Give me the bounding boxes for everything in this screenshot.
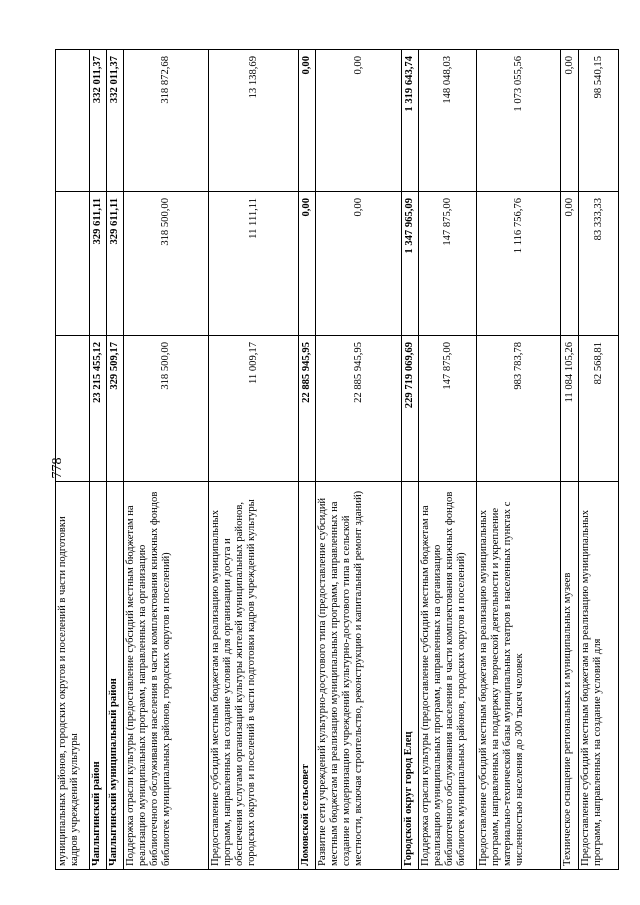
value-col-2: 0,00 bbox=[561, 192, 579, 336]
value-col-2: 329 611,11 bbox=[107, 192, 124, 336]
value-col-3 bbox=[56, 50, 90, 192]
value-col-1: 147 875,00 bbox=[419, 336, 477, 482]
value-col-2: 83 333,33 bbox=[579, 192, 619, 336]
value-col-1: 318 500,00 bbox=[124, 336, 209, 482]
value-col-3: 98 540,15 bbox=[579, 50, 619, 192]
value-col-3: 1 073 055,56 bbox=[477, 50, 561, 192]
value-col-3: 332 011,37 bbox=[107, 50, 124, 192]
table-row bbox=[561, 50, 579, 870]
row-description: Предоставление субсидий местным бюджетам на реализацию муниципальных программ, направленных на создание условий для организации досуга и обеспечения услугами организаций культуры жителей муниципальных районов, городских округов и поселений в части подготовки кадров учреждений культуры bbox=[209, 482, 299, 870]
value-col-1: 329 509,17 bbox=[107, 336, 124, 482]
value-col-2: 147 875,00 bbox=[419, 192, 477, 336]
table-row bbox=[107, 50, 124, 870]
row-description: Городской округ город Елец bbox=[402, 482, 419, 870]
value-col-2: 1 347 965,09 bbox=[402, 192, 419, 336]
value-col-2: 11 111,11 bbox=[209, 192, 299, 336]
value-col-3: 0,00 bbox=[299, 50, 316, 192]
value-col-2 bbox=[56, 192, 90, 336]
row-description: Техническое оснащение региональных и муниципальных музеев bbox=[561, 482, 579, 870]
value-col-1: 22 885 945,95 bbox=[316, 336, 402, 482]
value-col-1: 983 783,78 bbox=[477, 336, 561, 482]
value-col-3: 332 011,37 bbox=[90, 50, 107, 192]
row-description: Предоставление субсидий местным бюджетам на реализацию муниципальных программ, направленных на создание условий для bbox=[579, 482, 619, 870]
value-col-1: 11 084 105,26 bbox=[561, 336, 579, 482]
table-row bbox=[209, 50, 299, 870]
row-description: Чаплыгинский муниципальный район bbox=[107, 482, 124, 870]
value-col-1: 22 885 945,95 bbox=[299, 336, 316, 482]
value-col-3: 318 872,68 bbox=[124, 50, 209, 192]
row-description: Предоставление субсидий местным бюджетам на реализацию муниципальных программ, направленных на поддержку творческой деятельности и укрепление материально-технической базы муниципальных театров в населенных пунктах с численностью населения до 300 тысяч человек bbox=[477, 482, 561, 870]
value-col-1: 23 215 455,12 bbox=[90, 336, 107, 482]
value-col-3: 13 138,69 bbox=[209, 50, 299, 192]
row-description: Поддержка отрасли культуры (предоставление субсидий местным бюджетам на реализацию муниципальных программ, направленных на организацию библиотечного обслуживания населения в части комплектования книжных фондов библиотек муниципальных районов, городских округов и поселений) bbox=[124, 482, 209, 870]
page-number: 778 bbox=[50, 457, 65, 479]
value-col-2: 0,00 bbox=[316, 192, 402, 336]
table-body bbox=[56, 50, 619, 870]
value-col-2: 329 611,11 bbox=[90, 192, 107, 336]
budget-table bbox=[55, 49, 619, 870]
rotated-page bbox=[55, 50, 604, 870]
table-row bbox=[477, 50, 561, 870]
value-col-3: 148 048,03 bbox=[419, 50, 477, 192]
table-row bbox=[579, 50, 619, 870]
table-row bbox=[124, 50, 209, 870]
value-col-3: 1 319 643,74 bbox=[402, 50, 419, 192]
row-description: Поддержка отрасли культуры (предоставление субсидий местным бюджетам на реализацию муниципальных программ, направленных на организацию библиотечного обслуживания населения в части комплектования книжных фондов библиотек муниципальных районов, городских округов и поселений) bbox=[419, 482, 477, 870]
table-row bbox=[419, 50, 477, 870]
value-col-1: 82 568,81 bbox=[579, 336, 619, 482]
row-description: муниципальных районов, городских округов и поселений в части подготовки кадров учреждений культуры bbox=[56, 482, 90, 870]
value-col-2: 318 500,00 bbox=[124, 192, 209, 336]
value-col-3: 0,00 bbox=[561, 50, 579, 192]
table-row bbox=[316, 50, 402, 870]
row-description: Развитие сети учреждений культурно-досугового типа (предоставление субсидий местным бюджетам на реализацию муниципальных программ, направленных на создание и модернизацию учреждений культурно-досугового типа в сельской местности, включая строительство, реконструкцию и капитальный ремонт зданий) bbox=[316, 482, 402, 870]
value-col-1: 229 719 069,69 bbox=[402, 336, 419, 482]
value-col-3: 0,00 bbox=[316, 50, 402, 192]
value-col-1: 11 009,17 bbox=[209, 336, 299, 482]
row-description: Ломовской сельсовет bbox=[299, 482, 316, 870]
value-col-1 bbox=[56, 336, 90, 482]
table-row bbox=[56, 50, 90, 870]
value-col-2: 0,00 bbox=[299, 192, 316, 336]
value-col-2: 1 116 756,76 bbox=[477, 192, 561, 336]
table-row bbox=[90, 50, 107, 870]
table-row bbox=[402, 50, 419, 870]
row-description: Чаплыгинский район bbox=[90, 482, 107, 870]
table-row bbox=[299, 50, 316, 870]
